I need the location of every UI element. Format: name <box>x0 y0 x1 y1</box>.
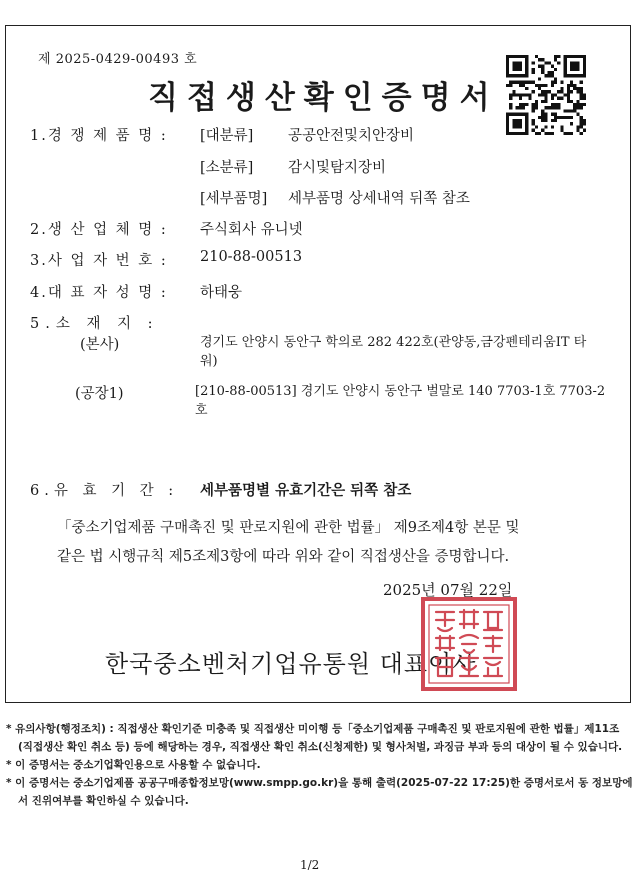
detail-item-tag: [세부품명] <box>200 191 268 207</box>
address-label: 5.소 재 지 : <box>30 316 159 332</box>
official-seal-icon <box>420 596 518 692</box>
major-category-tag: [대분류] <box>200 128 254 144</box>
note-item: * 유의사항(행정조치) : 직접생산 확인기준 미충족 및 직접생산 미이행 등「중소기업제품 구매촉진 및 판로지원에 관한 법률」제11조(직접생산 확인 취소 등) 등에 해당하는 경우, 직접생산 확인 취소(신청제한) 및 형사처벌, 과징금 부과 등의 대상이 될 수 있습니다. <box>6 723 623 753</box>
company-label: 2.생 산 업 체 명 : <box>30 222 168 238</box>
hq-label: (본사) <box>80 337 120 353</box>
note-item: * 이 증명서는 중소기업확인용으로 사용할 수 없습니다. <box>6 759 261 771</box>
detail-item-value: 세부품명 상세내역 뒤쪽 참조 <box>288 191 470 207</box>
validity-label: 6.유 효 기 간 : <box>30 483 179 499</box>
ceo-value: 하태웅 <box>200 285 243 301</box>
product-label: 1.경 쟁 제 품 명 : <box>30 128 168 144</box>
note-item: * 이 증명서는 중소기업제품 공공구매종합정보망(www.smpp.go.kr)을 통해 출력(2025-07-22 17:25)한 증명서로서 동 정보망에서 진위여부를 확인하실 수 있습니다. <box>6 777 633 807</box>
statement-line-1: 「중소기업제품 구매촉진 및 판로지원에 관한 법률」 제9조제4항 본문 및 <box>57 520 520 536</box>
hq-address: 경기도 안양시 동안구 학의로 282 422호(관양동,금강펜테리움IT 타워) <box>200 335 587 369</box>
document-title: 직접생산확인증명서 <box>148 80 499 116</box>
business-number-value: 210-88-00513 <box>200 249 303 265</box>
validity-value: 세부품명별 유효기간은 뒤쪽 참조 <box>200 482 412 499</box>
major-category-value: 공공안전및치안장비 <box>288 128 415 144</box>
factory-label: (공장1) <box>75 386 124 402</box>
issue-date: 2025년 07월 22일 <box>383 581 513 599</box>
certificate-number: 제 2025-0429-00493 호 <box>38 52 198 67</box>
notes-section <box>6 720 634 810</box>
company-value: 주식회사 유니넷 <box>200 222 303 238</box>
issuer-name: 한국중소벤처기업유통원 대표이사 <box>105 650 477 678</box>
page-number: 1/2 <box>300 858 320 872</box>
minor-category-tag: [소분류] <box>200 160 254 176</box>
business-number-label: 3.사 업 자 번 호 : <box>30 253 168 269</box>
factory-address: [210-88-00513] 경기도 안양시 동안구 벌말로 140 7703-1호 7703-2호 <box>195 384 606 418</box>
qr-code-icon <box>506 55 586 135</box>
statement-line-2: 같은 법 시행규칙 제5조제3항에 따라 위와 같이 직접생산을 증명합니다. <box>57 549 510 565</box>
ceo-label: 4.대 표 자 성 명 : <box>30 285 168 301</box>
minor-category-value: 감시및탐지장비 <box>288 160 387 176</box>
